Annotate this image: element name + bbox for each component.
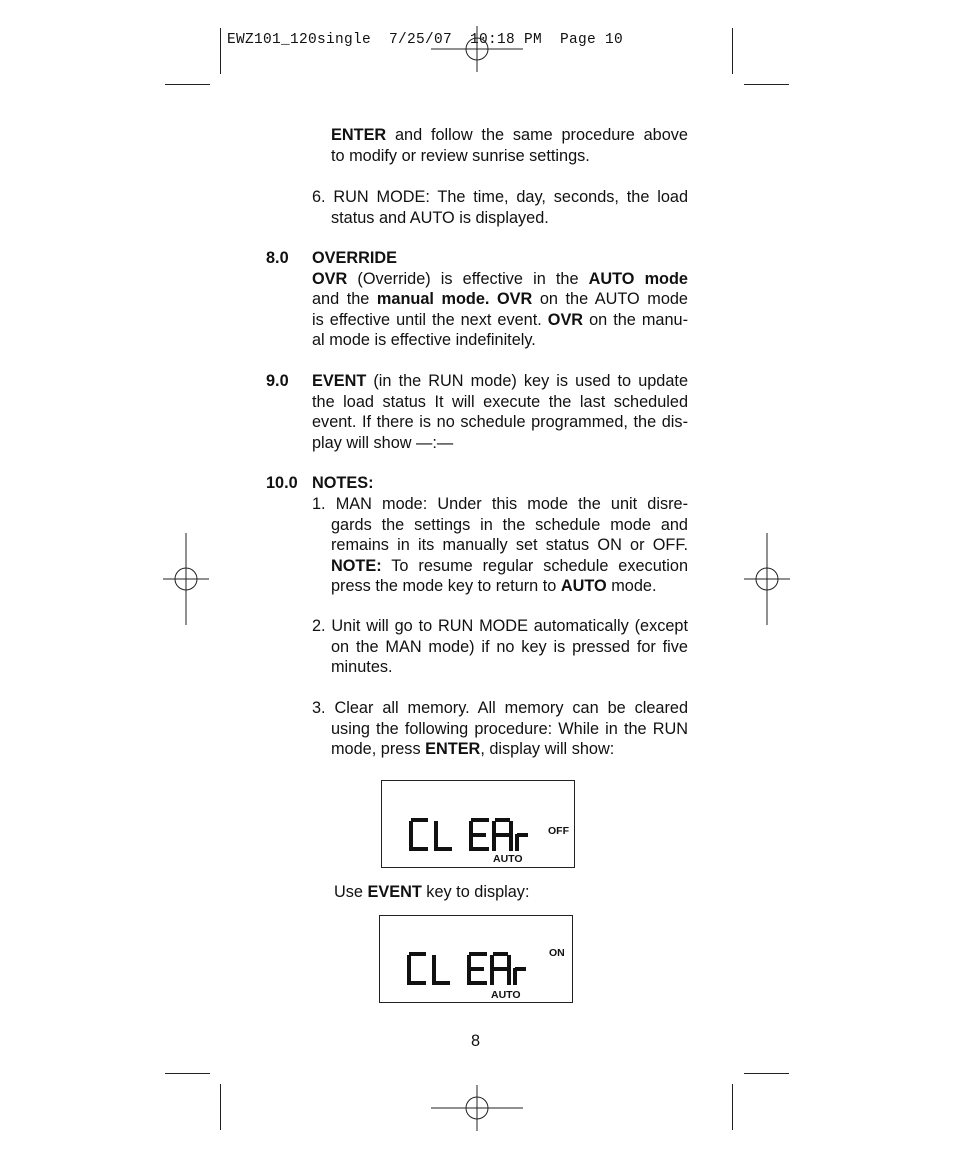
run-mode-item: 6. RUN MODE: The time, day, seconds, the load status and AUTO is displayed. [312, 188, 688, 227]
crop-mark-top-right-v [732, 28, 733, 74]
note-2: 2. Unit will go to RUN MODE automatically (except on the MAN mode) if no key is pressed for five minutes. [312, 617, 688, 676]
section-10-number: 10.0 [266, 474, 298, 492]
section-8-number: 8.0 [266, 249, 289, 267]
use-event-instruction: Use EVENT key to display: [334, 883, 530, 901]
crop-mark-top-left-v [220, 28, 221, 74]
section-9-number: 9.0 [266, 372, 289, 390]
registration-mark-left [163, 533, 209, 625]
crop-mark-bottom-left-h [165, 1073, 210, 1074]
crop-mark-top-left-h [165, 84, 210, 85]
page-number: 8 [471, 1032, 481, 1050]
lcd-display-clear-on [379, 915, 573, 1003]
enter-key-label: ENTER [331, 126, 387, 144]
event-key-label: EVENT [312, 372, 367, 390]
lcd-segment-text [382, 781, 574, 867]
registration-mark-right [744, 533, 790, 625]
status-indicator-on: ON [549, 947, 565, 959]
lcd-segment-text [380, 916, 572, 1002]
crop-mark-bottom-right-v [732, 1084, 733, 1130]
registration-mark-bottom [431, 1085, 523, 1131]
printer-slug: EWZ101_120single 7/25/07 10:18 PM Page 10 [227, 32, 624, 48]
status-indicator-off: OFF [548, 825, 569, 837]
section-10-title: NOTES: [312, 474, 374, 492]
note-3: 3. Clear all memory. All memory can be cleared using the following procedure: While in the RUN mode, press ENTER, display will show: [312, 699, 688, 758]
section-8-override: OVERRIDE OVR (Override) is effective in the AUTO mode and the manual mode. OVR on the AUTO mode is effective until the next event. OVR on the manu- al mode is effective indefinitely. [312, 249, 688, 349]
mode-indicator-auto: AUTO [491, 989, 521, 1001]
enter-paragraph: ENTER and follow the same procedure above to modify or review sunrise settings. [331, 126, 688, 165]
crop-mark-bottom-right-h [744, 1073, 789, 1074]
registration-mark-top [431, 26, 523, 72]
lcd-display-clear-off [381, 780, 575, 868]
note-1: 1. MAN mode: Under this mode the unit disre- gards the settings in the schedule mode and remains in its manually set status ON or OFF. NOTE: To resume regular schedule execution press the mode key to return to AUTO mode. [312, 495, 688, 595]
crop-mark-bottom-left-v [220, 1084, 221, 1130]
mode-indicator-auto: AUTO [493, 853, 523, 865]
section-9-event: EVENT (in the RUN mode) key is used to update the load status It will execute the last scheduled event. If there is no schedule programmed, the dis- play will show —:— [312, 372, 688, 452]
crop-mark-top-right-h [744, 84, 789, 85]
section-8-title: OVERRIDE [312, 249, 398, 267]
